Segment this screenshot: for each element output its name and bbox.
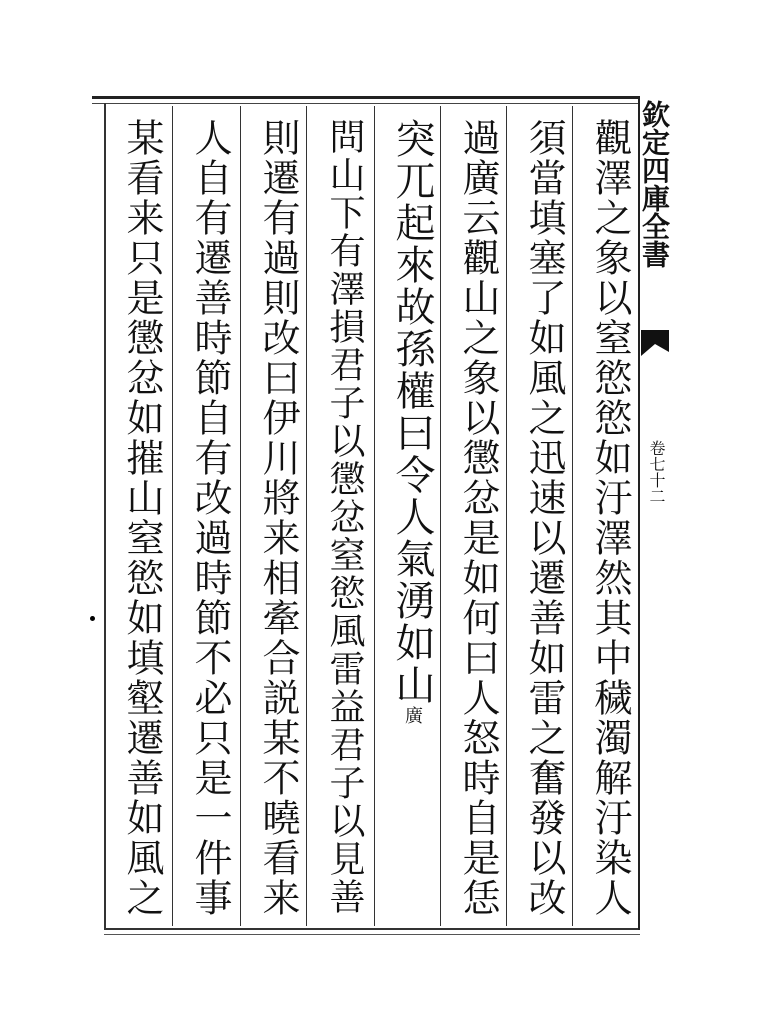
volume-number: 卷七十二 [647,440,666,504]
column-rule [172,106,173,926]
text-column-1: 觀澤之象以窒慾慾如汙澤然其中穢濁解汙染人 [588,118,632,918]
text-column-3: 過廣云觀山之象以懲忿是如何曰人怒時自是恁 [456,118,500,918]
column-4-annotation: 廣 [402,706,423,726]
column-4-main-text: 突兀起來故孫權曰令人氣湧如山 [389,118,435,706]
frame-bottom-border [104,928,640,930]
column-rule [374,106,375,926]
fish-tail-mark-icon [641,330,669,360]
column-rule [240,106,241,926]
text-column-4 [382,118,442,726]
frame-left-border [104,103,106,930]
frame-top-inner-border [92,103,640,104]
text-column-2: 須當填塞了如風之迅速以遷善如雷之奮發以改 [522,118,566,918]
text-column-7: 人自有遷善時節自有改過時節不必只是一件事 [188,118,232,918]
frame-bottom-inner-border [104,934,640,935]
text-column-5: 問山下有澤損君子以懲忿窒慾風雷益君子以見善 [324,118,365,916]
margin-dot [90,616,95,621]
text-column-6: 則遷有過則改曰伊川將来相牽合説某不曉看来 [256,118,300,918]
frame-top-border [92,96,640,99]
book-title: 欽定四庫全書 [638,100,671,268]
text-column-8: 某看来只是懲忿如摧山窒慾如填壑遷善如風之 [120,118,164,918]
